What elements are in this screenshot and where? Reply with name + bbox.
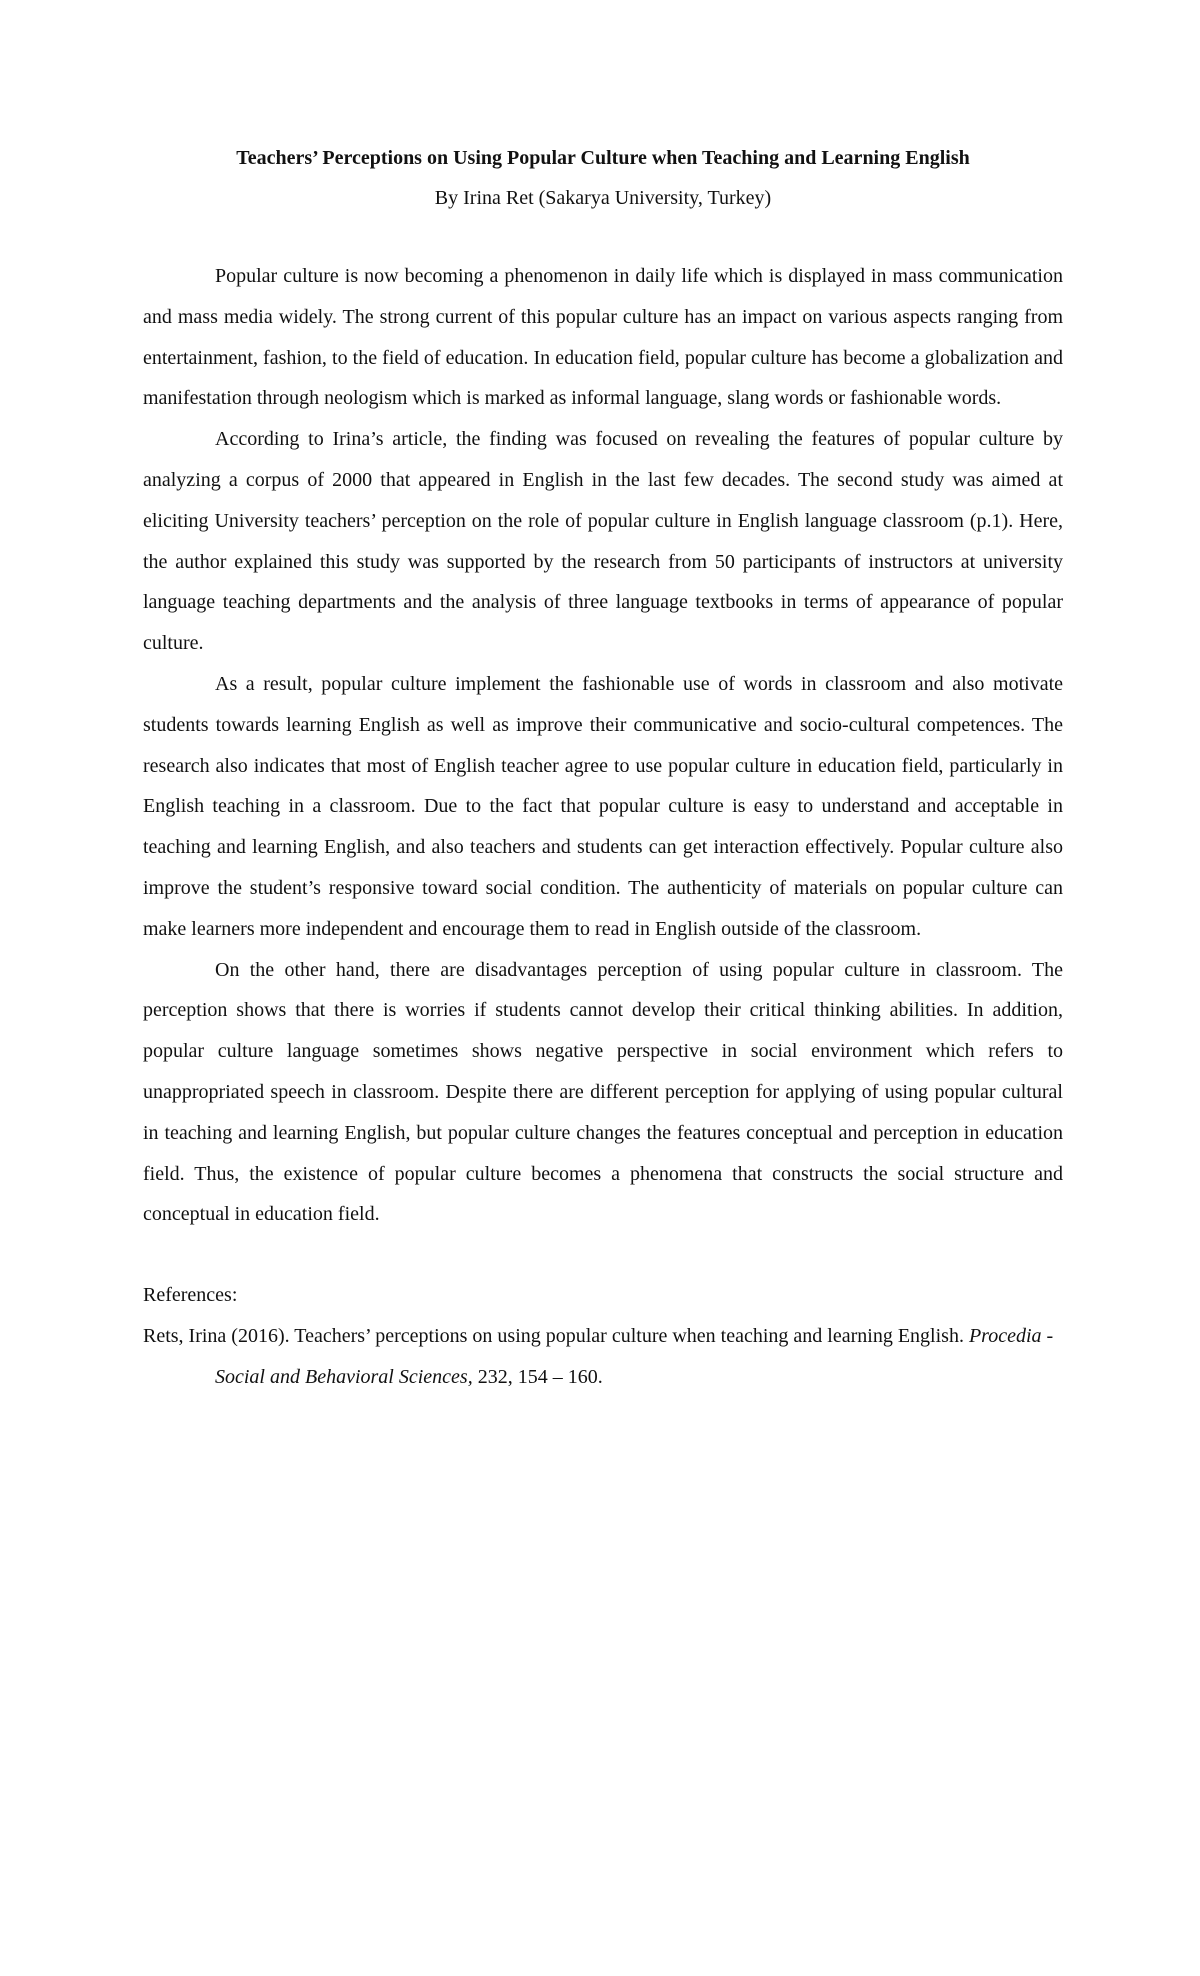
- body-paragraph-3: As a result, popular culture implement the fashionable use of words in classroom and also motivate students towards learning English as well as improve their communicative and socio-cultural competences. The research also indicates that most of English teacher agree to use popular culture in education field, particularly in English teaching in a classroom. Due to the fact that popular culture is easy to understand and acceptable in teaching and learning English, and also teachers and students can get interaction effectively. Popular culture also improve the student’s responsive toward social condition. The authenticity of materials on popular culture can make learners more independent and encourage them to read in English outside of the classroom.: [143, 672, 1063, 940]
- body-paragraph-2: According to Irina’s article, the finding was focused on revealing the features of popular culture by analyzing a corpus of 2000 that appeared in English in the last few decades. The second study was aimed at eliciting University teachers’ perception on the role of popular culture in English language classroom (p.1). Here, the author explained this study was supported by the research from 50 participants of instructors at university language teaching departments and the analysis of three language textbooks in terms of appearance of popular culture.: [143, 428, 1063, 655]
- document-content: [143, 144, 1063, 1398]
- body-paragraph-4: On the other hand, there are disadvantages perception of using popular culture in classroom. The perception shows that there is worries if students cannot develop their critical thinking abilities. In addition, popular culture language sometimes shows negative perspective in social environment which refers to unappropriated speech in classroom. Despite there are different perception for applying of using popular cultural in teaching and learning English, but popular culture changes the features conceptual and perception in education field. Thus, the existence of popular culture becomes a phenomena that constructs the social structure and conceptual in education field.: [143, 958, 1063, 1226]
- document-title: Teachers’ Perceptions on Using Popular Culture when Teaching and Learning English: [236, 147, 970, 169]
- reference-details: 232, 154 – 160.: [477, 1365, 603, 1388]
- body-paragraph-1: Popular culture is now becoming a phenomenon in daily life which is displayed in mass communication and mass media widely. The strong current of this popular culture has an impact on various aspects ranging from entertainment, fashion, to the field of education. In education field, popular culture has become a globalization and manifestation through neologism which is marked as informal language, slang words or fashionable words.: [143, 265, 1063, 410]
- reference-authors-title: Rets, Irina (2016). Teachers’ perceptions on using popular culture when teaching and learning English.: [143, 1324, 964, 1347]
- reference-entry: [143, 1316, 1063, 1398]
- document-byline: By Irina Ret (Sakarya University, Turkey): [434, 187, 772, 209]
- reference-journal: Procedia - Social and Behavioral Sciences,: [215, 1324, 1054, 1388]
- references-section: [143, 1275, 1063, 1397]
- references-heading: References:: [143, 1284, 238, 1307]
- document-body: [143, 256, 1063, 1235]
